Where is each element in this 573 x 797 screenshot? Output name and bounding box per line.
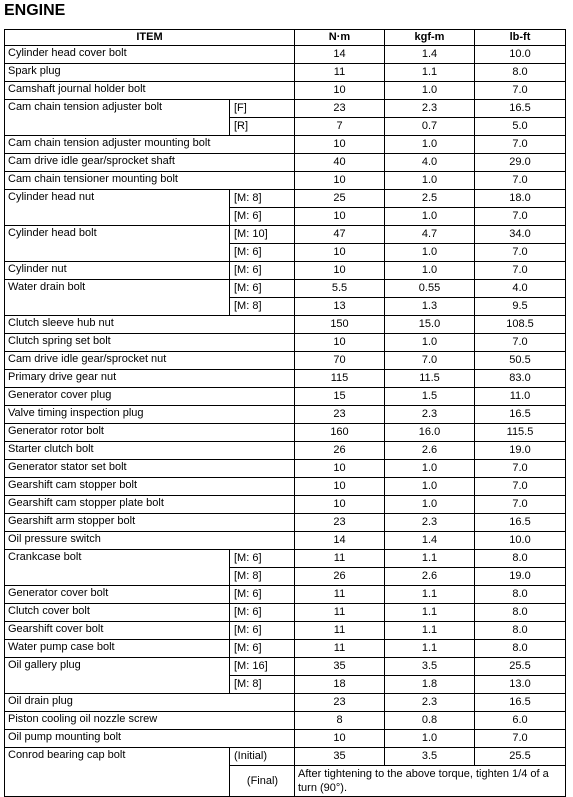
table-row — [5, 352, 566, 370]
lbft-cell: 18.0 — [475, 190, 566, 208]
lbft-cell: 5.0 — [475, 118, 566, 136]
nm-cell: 70 — [295, 352, 385, 370]
table-row — [5, 136, 566, 154]
nm-cell: 10 — [295, 460, 385, 478]
nm-cell: 23 — [295, 100, 385, 118]
nm-cell: 5.5 — [295, 280, 385, 298]
lbft-cell: 9.5 — [475, 298, 566, 316]
table-row — [5, 532, 566, 550]
kgfm-cell: 1.0 — [385, 730, 475, 748]
kgfm-cell: 1.0 — [385, 172, 475, 190]
item-cell: Cylinder head bolt — [5, 226, 230, 262]
item-cell: Starter clutch bolt — [5, 442, 295, 460]
item-cell: Oil pump mounting bolt — [5, 730, 295, 748]
col-header-kgfm: kgf-m — [385, 30, 475, 46]
item-cell: Spark plug — [5, 64, 295, 82]
table-row — [5, 622, 566, 640]
item-cell: Primary drive gear nut — [5, 370, 295, 388]
table-row — [5, 730, 566, 748]
item-cell: Generator stator set bolt — [5, 460, 295, 478]
kgfm-cell: 1.1 — [385, 622, 475, 640]
nm-cell: 115 — [295, 370, 385, 388]
page-title: ENGINE — [4, 2, 66, 19]
lbft-cell: 8.0 — [475, 64, 566, 82]
lbft-cell: 8.0 — [475, 550, 566, 568]
kgfm-cell: 1.8 — [385, 676, 475, 694]
kgfm-cell: 16.0 — [385, 424, 475, 442]
kgfm-cell: 15.0 — [385, 316, 475, 334]
nm-cell: 35 — [295, 748, 385, 766]
lbft-cell: 7.0 — [475, 496, 566, 514]
kgfm-cell: 2.3 — [385, 406, 475, 424]
nm-cell: 10 — [295, 82, 385, 100]
lbft-cell: 7.0 — [475, 460, 566, 478]
table-row — [5, 154, 566, 172]
lbft-cell: 7.0 — [475, 82, 566, 100]
table-row — [5, 370, 566, 388]
item-cell: Gearshift cam stopper plate bolt — [5, 496, 295, 514]
nm-cell: 10 — [295, 208, 385, 226]
nm-cell: 11 — [295, 622, 385, 640]
kgfm-cell: 1.0 — [385, 460, 475, 478]
table-row — [5, 172, 566, 190]
item-cell: Oil gallery plug — [5, 658, 230, 694]
nm-cell: 23 — [295, 694, 385, 712]
item-cell: Gearshift cam stopper bolt — [5, 478, 295, 496]
item-cell: Cam chain tension adjuster mounting bolt — [5, 136, 295, 154]
nm-cell: 150 — [295, 316, 385, 334]
nm-cell: 23 — [295, 514, 385, 532]
kgfm-cell: 1.1 — [385, 64, 475, 82]
nm-cell: 10 — [295, 478, 385, 496]
item-cell: Cam chain tensioner mounting bolt — [5, 172, 295, 190]
nm-cell: 10 — [295, 136, 385, 154]
spec-cell: [F] — [230, 100, 295, 118]
nm-cell: 8 — [295, 712, 385, 730]
lbft-cell: 7.0 — [475, 262, 566, 280]
nm-cell: 7 — [295, 118, 385, 136]
kgfm-cell: 2.6 — [385, 568, 475, 586]
kgfm-cell: 1.0 — [385, 262, 475, 280]
spec-cell: [M: 6] — [230, 640, 295, 658]
kgfm-cell: 1.1 — [385, 604, 475, 622]
nm-cell: 25 — [295, 190, 385, 208]
kgfm-cell: 1.1 — [385, 550, 475, 568]
kgfm-cell: 1.1 — [385, 586, 475, 604]
table-row — [5, 658, 566, 676]
spec-cell: [M: 6] — [230, 550, 295, 568]
item-cell: Oil drain plug — [5, 694, 295, 712]
nm-cell: 14 — [295, 532, 385, 550]
table-row — [5, 640, 566, 658]
spec-cell: [M: 8] — [230, 190, 295, 208]
nm-cell: 160 — [295, 424, 385, 442]
spec-cell: [M: 6] — [230, 244, 295, 262]
spec-cell: (Initial) — [230, 748, 295, 766]
nm-cell: 11 — [295, 586, 385, 604]
spec-cell: [M: 8] — [230, 568, 295, 586]
lbft-cell: 25.5 — [475, 658, 566, 676]
spec-cell: [R] — [230, 118, 295, 136]
kgfm-cell: 1.4 — [385, 46, 475, 64]
kgfm-cell: 11.5 — [385, 370, 475, 388]
lbft-cell: 83.0 — [475, 370, 566, 388]
item-cell: Water pump case bolt — [5, 640, 230, 658]
table-row — [5, 280, 566, 298]
kgfm-cell: 1.0 — [385, 136, 475, 154]
item-cell: Cylinder head cover bolt — [5, 46, 295, 64]
item-cell: Generator rotor bolt — [5, 424, 295, 442]
lbft-cell: 7.0 — [475, 334, 566, 352]
lbft-cell: 8.0 — [475, 604, 566, 622]
lbft-cell: 34.0 — [475, 226, 566, 244]
spec-cell: [M: 6] — [230, 622, 295, 640]
lbft-cell: 19.0 — [475, 442, 566, 460]
lbft-cell: 7.0 — [475, 730, 566, 748]
item-cell: Camshaft journal holder bolt — [5, 82, 295, 100]
kgfm-cell: 0.8 — [385, 712, 475, 730]
nm-cell: 23 — [295, 406, 385, 424]
lbft-cell: 6.0 — [475, 712, 566, 730]
lbft-cell: 7.0 — [475, 208, 566, 226]
lbft-cell: 108.5 — [475, 316, 566, 334]
table-row — [5, 190, 566, 208]
table-row — [5, 46, 566, 64]
nm-cell: 26 — [295, 568, 385, 586]
col-header-lbft: lb-ft — [475, 30, 566, 46]
kgfm-cell: 4.0 — [385, 154, 475, 172]
table-row — [5, 694, 566, 712]
kgfm-cell: 1.0 — [385, 82, 475, 100]
kgfm-cell: 1.1 — [385, 640, 475, 658]
lbft-cell: 11.0 — [475, 388, 566, 406]
nm-cell: 47 — [295, 226, 385, 244]
lbft-cell: 19.0 — [475, 568, 566, 586]
item-cell: Valve timing inspection plug — [5, 406, 295, 424]
lbft-cell: 29.0 — [475, 154, 566, 172]
table-row — [5, 460, 566, 478]
lbft-cell: 7.0 — [475, 172, 566, 190]
kgfm-cell: 2.6 — [385, 442, 475, 460]
nm-cell: 13 — [295, 298, 385, 316]
spec-cell: [M: 8] — [230, 676, 295, 694]
item-cell: Generator cover plug — [5, 388, 295, 406]
kgfm-cell: 2.5 — [385, 190, 475, 208]
item-cell: Cam chain tension adjuster bolt — [5, 100, 230, 136]
spec-cell: [M: 16] — [230, 658, 295, 676]
nm-cell: 10 — [295, 244, 385, 262]
table-row — [5, 424, 566, 442]
item-cell: Cam drive idle gear/sprocket shaft — [5, 154, 295, 172]
table-row — [5, 496, 566, 514]
table-row — [5, 586, 566, 604]
item-cell: Crankcase bolt — [5, 550, 230, 586]
table-body — [5, 46, 566, 797]
kgfm-cell: 1.3 — [385, 298, 475, 316]
nm-cell: 35 — [295, 658, 385, 676]
lbft-cell: 7.0 — [475, 136, 566, 154]
table-row — [5, 604, 566, 622]
torque-table — [4, 29, 566, 797]
item-cell: Conrod bearing cap bolt — [5, 748, 230, 797]
lbft-cell: 7.0 — [475, 244, 566, 262]
table-row — [5, 82, 566, 100]
item-cell: Gearshift cover bolt — [5, 622, 230, 640]
nm-cell: 11 — [295, 550, 385, 568]
nm-cell: 15 — [295, 388, 385, 406]
kgfm-cell: 7.0 — [385, 352, 475, 370]
table-row — [5, 64, 566, 82]
item-cell: Generator cover bolt — [5, 586, 230, 604]
item-cell: Clutch sleeve hub nut — [5, 316, 295, 334]
item-cell: Gearshift arm stopper bolt — [5, 514, 295, 532]
kgfm-cell: 1.0 — [385, 244, 475, 262]
kgfm-cell: 3.5 — [385, 658, 475, 676]
lbft-cell: 10.0 — [475, 46, 566, 64]
nm-cell: 11 — [295, 64, 385, 82]
lbft-cell: 10.0 — [475, 532, 566, 550]
kgfm-cell: 1.5 — [385, 388, 475, 406]
kgfm-cell: 2.3 — [385, 694, 475, 712]
table-row — [5, 550, 566, 568]
nm-cell: 11 — [295, 640, 385, 658]
lbft-cell: 25.5 — [475, 748, 566, 766]
lbft-cell: 115.5 — [475, 424, 566, 442]
kgfm-cell: 3.5 — [385, 748, 475, 766]
spec-cell: [M: 10] — [230, 226, 295, 244]
table-row — [5, 262, 566, 280]
table-row — [5, 100, 566, 118]
col-header-item: ITEM — [5, 30, 295, 46]
nm-cell: 10 — [295, 496, 385, 514]
spec-cell: [M: 6] — [230, 262, 295, 280]
item-cell: Clutch spring set bolt — [5, 334, 295, 352]
table-row — [5, 442, 566, 460]
nm-cell: 10 — [295, 262, 385, 280]
nm-cell: 10 — [295, 730, 385, 748]
nm-cell: 26 — [295, 442, 385, 460]
lbft-cell: 7.0 — [475, 478, 566, 496]
kgfm-cell: 0.55 — [385, 280, 475, 298]
spec-cell: (Final) — [230, 766, 295, 797]
table-row — [5, 712, 566, 730]
lbft-cell: 4.0 — [475, 280, 566, 298]
nm-cell: 10 — [295, 334, 385, 352]
table-row — [5, 226, 566, 244]
kgfm-cell: 2.3 — [385, 514, 475, 532]
lbft-cell: 16.5 — [475, 100, 566, 118]
spec-cell: [M: 6] — [230, 586, 295, 604]
lbft-cell: 8.0 — [475, 640, 566, 658]
item-cell: Oil pressure switch — [5, 532, 295, 550]
table-row — [5, 406, 566, 424]
nm-cell: 11 — [295, 604, 385, 622]
nm-cell: 14 — [295, 46, 385, 64]
kgfm-cell: 1.4 — [385, 532, 475, 550]
lbft-cell: 16.5 — [475, 406, 566, 424]
nm-cell: 18 — [295, 676, 385, 694]
kgfm-cell: 4.7 — [385, 226, 475, 244]
lbft-cell: 8.0 — [475, 586, 566, 604]
item-cell: Piston cooling oil nozzle screw — [5, 712, 295, 730]
lbft-cell: 13.0 — [475, 676, 566, 694]
kgfm-cell: 1.0 — [385, 208, 475, 226]
table-row — [5, 316, 566, 334]
kgfm-cell: 1.0 — [385, 496, 475, 514]
spec-cell: [M: 6] — [230, 280, 295, 298]
table-row — [5, 748, 566, 766]
spec-cell: [M: 6] — [230, 604, 295, 622]
nm-cell: 10 — [295, 172, 385, 190]
lbft-cell: 16.5 — [475, 514, 566, 532]
table-row — [5, 478, 566, 496]
lbft-cell: 16.5 — [475, 694, 566, 712]
final-note-cell: After tightening to the above torque, tighten 1/4 of a turn (90°). — [295, 766, 566, 797]
lbft-cell: 50.5 — [475, 352, 566, 370]
item-cell: Cylinder nut — [5, 262, 230, 280]
kgfm-cell: 0.7 — [385, 118, 475, 136]
header-row — [5, 30, 566, 46]
item-cell: Cylinder head nut — [5, 190, 230, 226]
item-cell: Water drain bolt — [5, 280, 230, 316]
item-cell: Cam drive idle gear/sprocket nut — [5, 352, 295, 370]
table-row — [5, 514, 566, 532]
kgfm-cell: 1.0 — [385, 478, 475, 496]
table-row — [5, 334, 566, 352]
item-cell: Clutch cover bolt — [5, 604, 230, 622]
kgfm-cell: 1.0 — [385, 334, 475, 352]
spec-cell: [M: 6] — [230, 208, 295, 226]
nm-cell: 40 — [295, 154, 385, 172]
spec-cell: [M: 8] — [230, 298, 295, 316]
table-row — [5, 388, 566, 406]
kgfm-cell: 2.3 — [385, 100, 475, 118]
lbft-cell: 8.0 — [475, 622, 566, 640]
col-header-nm: N·m — [295, 30, 385, 46]
